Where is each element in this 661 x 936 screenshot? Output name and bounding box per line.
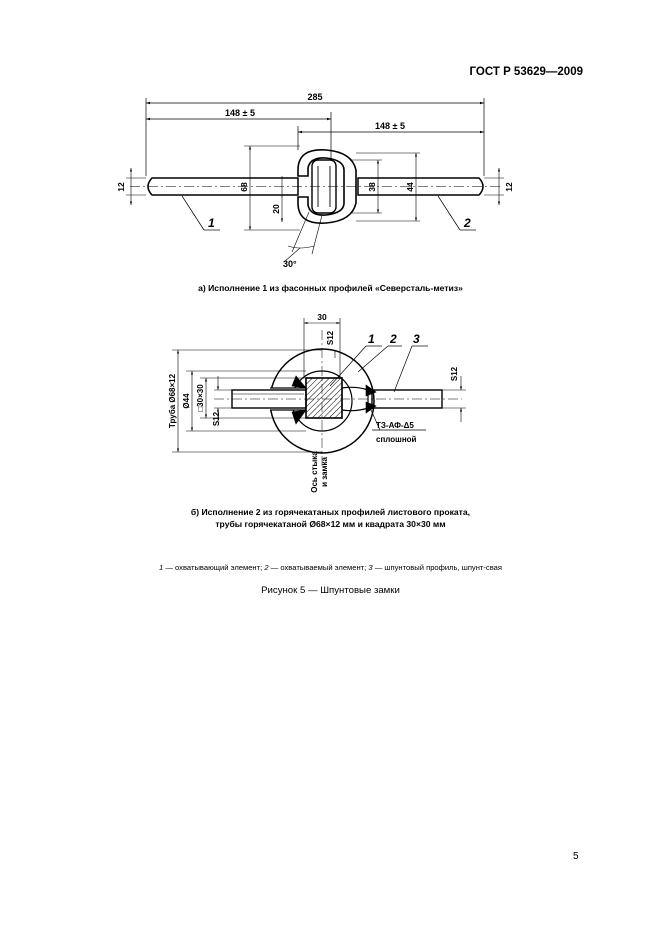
legend-num-1: 1	[158, 563, 164, 572]
legend-text-1: — охватывающий элемент;	[163, 563, 265, 572]
figure-a-drawing	[126, 98, 504, 262]
axis-label-line1: Ось стыка	[310, 451, 319, 493]
dim-outer-44: 44	[405, 182, 415, 192]
dim-gap-20: 20	[271, 204, 281, 214]
figure-title: Рисунок 5 — Шпунтовые замки	[261, 585, 400, 596]
page-number: 5	[573, 851, 579, 862]
callout-1-b: 1	[368, 332, 375, 346]
legend-text-2: — охватываемый элемент;	[268, 563, 369, 572]
legend-num-3: 3	[368, 563, 373, 572]
dim-height-68: 68	[239, 182, 249, 192]
callout-1-a: 1	[208, 216, 215, 230]
dim-right-half: 148 ± 5	[375, 121, 405, 131]
weld-note: сплошной	[376, 435, 417, 444]
dim-end-left: 12	[116, 182, 126, 192]
weld-symbol: ТЗ-АФ-Δ5	[376, 421, 414, 430]
dim-s12-right: S12	[450, 366, 459, 382]
axis-label-line2: и замка	[320, 457, 329, 487]
dim-total: 285	[307, 92, 323, 102]
figure-legend	[0, 563, 661, 572]
dim-left-half: 148 ± 5	[225, 108, 255, 118]
dim-width-30: 30	[317, 312, 327, 322]
legend-text-3: — шпунтовый профиль, шпунт-свая	[372, 563, 503, 572]
dim-inner-38: 38	[367, 182, 377, 192]
dim-s12-left: S12	[212, 411, 221, 427]
callout-2-a: 2	[464, 216, 471, 230]
caption-figure-a: а) Исполнение 1 из фасонных профилей «Северсталь-метиз»	[198, 283, 463, 293]
dim-end-right: 12	[504, 182, 514, 192]
standard-header: ГОСТ Р 53629—2009	[469, 66, 583, 78]
caption-figure-b-line1: б) Исполнение 2 из горячекатаных профилей листового проката,	[190, 507, 471, 517]
callout-2-b: 2	[390, 332, 397, 346]
dim-d44: Ø44	[182, 393, 191, 409]
dim-s12-top: S12	[326, 330, 335, 346]
dim-square: □30×30	[196, 384, 205, 412]
callout-3-b: 3	[413, 332, 420, 346]
dim-angle: 30°	[283, 259, 297, 269]
legend-num-2: 2	[264, 563, 269, 572]
figure-b-drawing	[172, 318, 466, 468]
dim-pipe: Труба Ø68×12	[168, 373, 177, 429]
caption-figure-b-line2: трубы горячекатаной Ø68×12 мм и квадрата 30×30 мм	[215, 519, 446, 529]
